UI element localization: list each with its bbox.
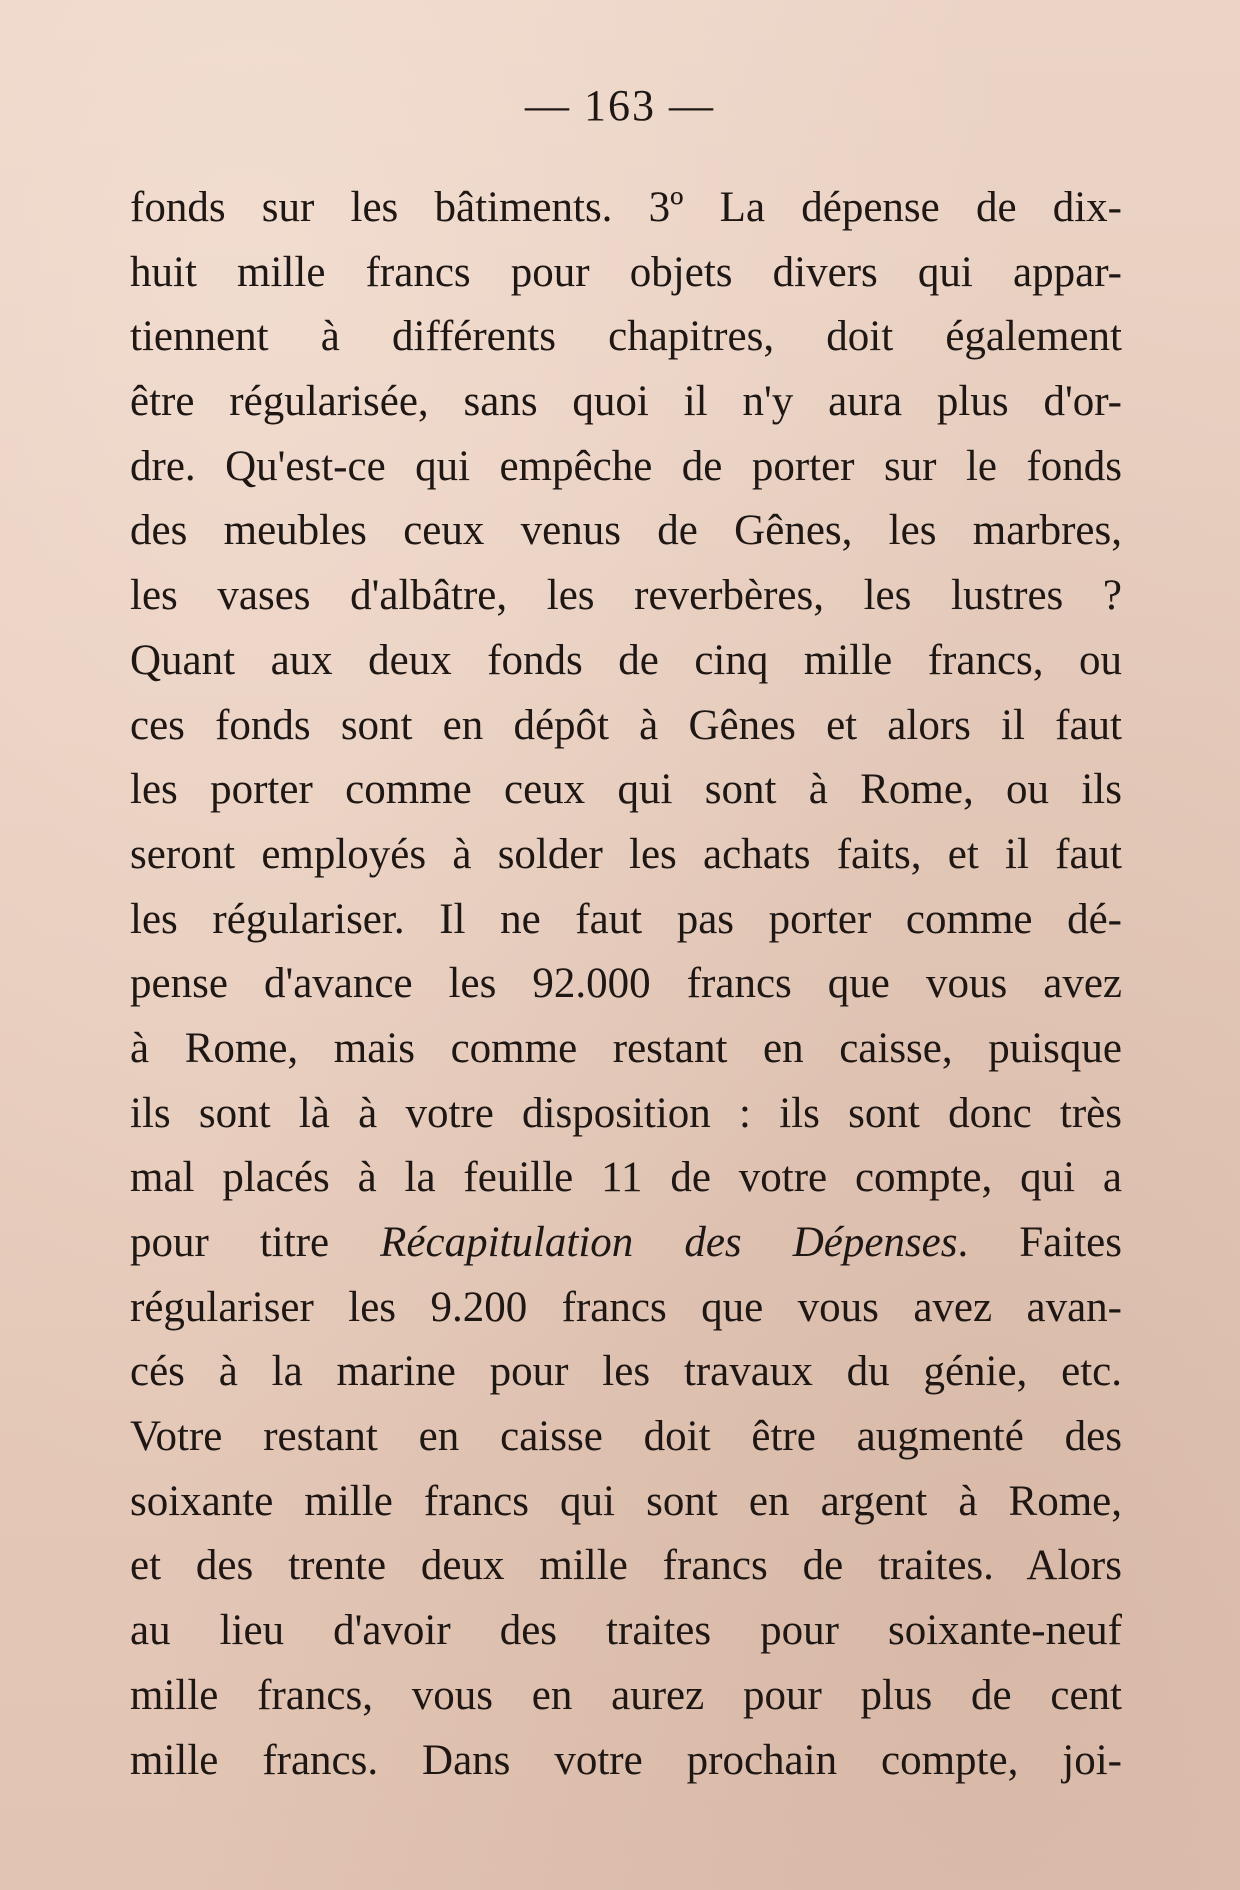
text-line: et des trente deux mille francs de traites. Alors <box>130 1542 1122 1590</box>
text-segment: pour titre <box>130 1219 381 1266</box>
text-line: fonds sur les bâtiments. 3º La dépense de dix- <box>130 184 1122 231</box>
text-line: mal placés à la feuille 11 de votre compte, qui a <box>130 1154 1122 1202</box>
text-line: tiennent à différents chapitres, doit également <box>130 313 1122 361</box>
text-segment: . Faites <box>957 1219 1122 1266</box>
text-line: seront employés à solder les achats faits, et il faut <box>130 830 1122 878</box>
text-line: Quant aux deux fonds de cinq mille francs, ou <box>130 636 1122 684</box>
text-line: mille francs. Dans votre prochain compte, joi- <box>130 1736 1122 1784</box>
text-line: régulariser les 9.200 francs que vous avez avan- <box>130 1283 1122 1331</box>
text-line: Votre restant en caisse doit être augmenté des <box>130 1413 1122 1461</box>
text-line: les porter comme ceux qui sont à Rome, ou ils <box>130 766 1122 814</box>
text-line: au lieu d'avoir des traites pour soixante-neuf <box>130 1607 1122 1655</box>
text-line: huit mille francs pour objets divers qui appar- <box>130 248 1122 296</box>
text-line: ils sont là à votre disposition : ils sont donc très <box>130 1089 1122 1137</box>
text-line: cés à la marine pour les travaux du génie, etc. <box>130 1348 1122 1396</box>
italic-title: Récapitulation des Dépenses <box>380 1219 958 1266</box>
body-text <box>130 176 1122 1793</box>
text-line: des meubles ceux venus de Gênes, les marbres, <box>130 507 1122 555</box>
text-line: soixante mille francs qui sont en argent à Rome, <box>130 1477 1122 1525</box>
text-line <box>130 1211 1122 1276</box>
text-line: les vases d'albâtre, les reverbères, les lustres ? <box>130 572 1122 620</box>
text-line: ces fonds sont en dépôt à Gênes et alors il faut <box>130 701 1122 749</box>
text-line: pense d'avance les 92.000 francs que vous avez <box>130 960 1122 1008</box>
text-line: être régularisée, sans quoi il n'y aura plus d'or- <box>130 378 1122 426</box>
page-number: — 163 — <box>525 81 715 130</box>
text-line: les régulariser. Il ne faut pas porter comme dé- <box>130 895 1122 943</box>
text-line: à Rome, mais comme restant en caisse, puisque <box>130 1024 1122 1072</box>
text-line: dre. Qu'est-ce qui empêche de porter sur le fonds <box>130 442 1122 490</box>
text-line: mille francs, vous en aurez pour plus de cent <box>130 1671 1122 1719</box>
